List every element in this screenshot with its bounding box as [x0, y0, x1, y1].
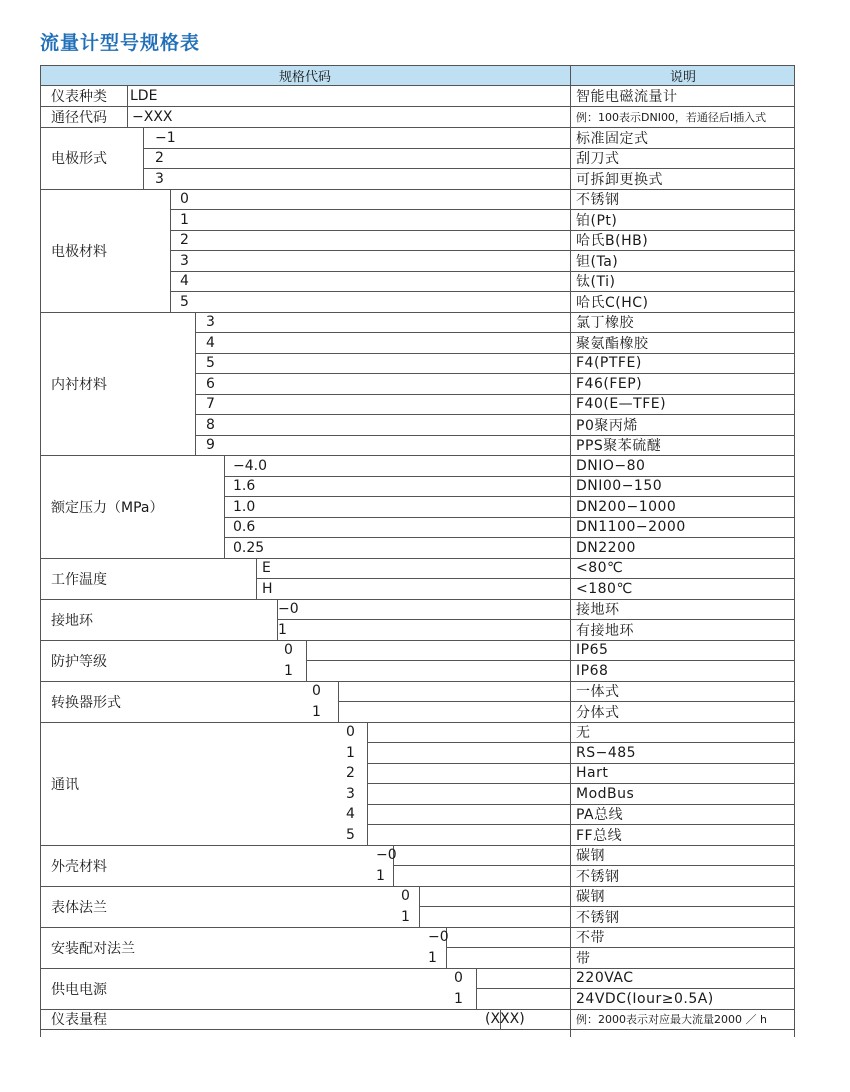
- spec-code: 3: [155, 170, 164, 187]
- spec-code: 1: [180, 211, 189, 228]
- section-label-divider: [127, 106, 128, 127]
- row-divider: [367, 804, 795, 805]
- spec-code: 5: [206, 355, 215, 371]
- section-bottom-border: [40, 640, 795, 641]
- spec-description: 不锈钢: [576, 192, 620, 208]
- section-label: 电极材料: [51, 243, 107, 260]
- row-divider: [170, 209, 795, 210]
- table-top-border: [40, 65, 795, 66]
- row-divider: [367, 783, 795, 784]
- spec-code: 1.0: [233, 498, 256, 515]
- spec-code: 2: [155, 150, 164, 166]
- row-divider: [195, 414, 795, 415]
- section-label-divider: [143, 127, 144, 189]
- row-divider: [143, 148, 795, 149]
- spec-code: 0.25: [233, 539, 265, 556]
- spec-description: F40(E—TFE): [576, 396, 667, 412]
- row-divider: [367, 763, 795, 764]
- spec-description: DNIO−80: [576, 457, 646, 474]
- spec-description: 钽(Ta): [576, 253, 619, 270]
- section-label: 仪表种类: [51, 89, 107, 105]
- spec-code: 4: [206, 334, 215, 351]
- section-bottom-border: [40, 845, 795, 846]
- spec-description: F46(FEP): [576, 375, 643, 392]
- spec-code: 1: [278, 621, 287, 638]
- row-divider: [195, 332, 795, 333]
- spec-description: IP65: [576, 642, 609, 658]
- row-divider: [476, 988, 795, 989]
- row-divider: [170, 230, 795, 231]
- spec-description: 不锈钢: [576, 909, 620, 926]
- section-bottom-border: [40, 886, 795, 887]
- spec-code: 2: [346, 765, 355, 781]
- section-bottom-border: [40, 1029, 795, 1030]
- spec-description: 刮刀式: [576, 151, 620, 167]
- spec-code: 3: [180, 252, 189, 269]
- spec-description: PA总线: [576, 807, 624, 823]
- section-label: 接地环: [51, 612, 93, 629]
- row-divider: [277, 619, 795, 620]
- section-label: 电极形式: [51, 151, 107, 167]
- section-bottom-border: [40, 127, 795, 128]
- spec-code: 0: [284, 642, 293, 658]
- header-spec-code: 规格代码: [40, 65, 570, 85]
- section-bottom-border: [40, 927, 795, 928]
- header-description: 说明: [571, 65, 795, 85]
- spec-code: H: [262, 580, 273, 597]
- spec-code: −0: [428, 929, 449, 945]
- spec-code: 1: [401, 908, 410, 925]
- spec-description: 例：100表示DNI00，若通径后I插入式: [576, 110, 767, 124]
- section-label: 安装配对法兰: [51, 940, 135, 957]
- spec-description: IP68: [576, 662, 609, 679]
- row-divider: [446, 947, 795, 948]
- spec-description: DN200−1000: [576, 498, 677, 515]
- section-label: 仪表量程: [51, 1012, 107, 1028]
- row-divider: [195, 435, 795, 436]
- row-divider: [224, 537, 795, 538]
- spec-description: 例：2000表示对应最大流量2000 ／ h: [576, 1013, 767, 1026]
- section-label: 表体法兰: [51, 899, 107, 916]
- section-label-divider: [195, 312, 196, 455]
- row-divider: [170, 271, 795, 272]
- spec-description: 220VAC: [576, 970, 634, 986]
- table-left-border: [40, 65, 41, 1037]
- section-bottom-border: [40, 722, 795, 723]
- table-right-border: [794, 65, 795, 1037]
- spec-code: 0: [346, 724, 355, 740]
- row-divider: [195, 394, 795, 395]
- row-divider: [224, 496, 795, 497]
- spec-code: 9: [206, 437, 215, 453]
- row-divider: [393, 865, 795, 866]
- section-label: 外壳材料: [51, 858, 107, 875]
- spec-description: DN2200: [576, 539, 636, 556]
- spec-code: −4.0: [233, 457, 267, 474]
- spec-code: (XXX): [485, 1011, 525, 1027]
- row-divider: [170, 291, 795, 292]
- spec-code: E: [262, 560, 271, 576]
- spec-description: DNI00−150: [576, 478, 663, 494]
- row-divider: [338, 701, 795, 702]
- section-label: 通径代码: [51, 109, 107, 126]
- spec-description: Hart: [576, 765, 609, 781]
- spec-table: [40, 0, 795, 1092]
- spec-description: 哈氏C(HC): [576, 294, 649, 311]
- row-divider: [195, 353, 795, 354]
- spec-code: 1: [454, 990, 463, 1007]
- spec-code: 1: [346, 744, 355, 761]
- spec-description: 不带: [576, 930, 605, 946]
- spec-description: 铂(Pt): [576, 212, 618, 229]
- row-divider: [256, 578, 795, 579]
- spec-description: 分体式: [576, 704, 620, 721]
- spec-code: 4: [180, 273, 189, 289]
- spec-description: <80℃: [576, 560, 624, 576]
- spec-code: 3: [346, 785, 355, 802]
- spec-description: RS−485: [576, 744, 637, 761]
- row-divider: [195, 373, 795, 374]
- spec-description: 钛(Ti): [576, 274, 616, 290]
- spec-description: 哈氏B(HB): [576, 233, 649, 249]
- spec-code: 1: [428, 949, 437, 966]
- section-label: 工作温度: [51, 571, 107, 588]
- spec-description: 不锈钢: [576, 868, 620, 885]
- section-label: 转换器形式: [51, 694, 121, 711]
- section-label: 防护等级: [51, 653, 107, 670]
- spec-description: 碳钢: [576, 848, 605, 864]
- row-divider: [224, 476, 795, 477]
- spec-code: 0: [180, 191, 189, 207]
- spec-description: 氯丁橡胶: [576, 315, 634, 331]
- row-divider: [367, 742, 795, 743]
- row-divider: [224, 517, 795, 518]
- section-label-divider: [127, 86, 128, 106]
- spec-description: ModBus: [576, 785, 635, 802]
- spec-code: 2: [180, 232, 189, 248]
- spec-code: 0: [454, 970, 463, 986]
- page-title: 流量计型号规格表: [40, 32, 201, 54]
- spec-code: LDE: [130, 88, 158, 104]
- spec-code: 1: [284, 662, 293, 679]
- section-bottom-border: [40, 599, 795, 600]
- spec-code: 0: [401, 888, 410, 904]
- spec-description: 有接地环: [576, 622, 634, 639]
- section-bottom-border: [40, 558, 795, 559]
- spec-description: 可拆卸更换式: [576, 171, 663, 188]
- section-label: 通讯: [51, 776, 79, 793]
- spec-code: 1.6: [233, 478, 256, 494]
- spec-code: 5: [180, 293, 189, 310]
- spec-description: 24VDC(Iour≥0.5A): [576, 990, 714, 1007]
- spec-code: 4: [346, 806, 355, 822]
- spec-code: 7: [206, 396, 215, 412]
- spec-description: 聚氨酯橡胶: [576, 335, 649, 352]
- spec-description: FF总线: [576, 827, 623, 844]
- spec-description: 无: [576, 725, 591, 741]
- spec-code: 5: [346, 826, 355, 843]
- spec-code: −0: [376, 847, 397, 863]
- spec-description: 带: [576, 950, 591, 967]
- spec-code: −0: [278, 601, 299, 617]
- spec-code: 1: [312, 703, 321, 720]
- spec-code: −XXX: [132, 108, 173, 125]
- spec-description: P0聚丙烯: [576, 417, 638, 434]
- section-label: 供电电源: [51, 981, 107, 998]
- spec-description: F4(PTFE): [576, 355, 642, 371]
- spec-code: 3: [206, 314, 215, 330]
- spec-code: −1: [155, 129, 176, 146]
- section-bottom-border: [40, 968, 795, 969]
- section-bottom-border: [40, 189, 795, 190]
- row-divider: [419, 906, 795, 907]
- spec-code: 0: [312, 683, 321, 699]
- section-label: 内衬材料: [51, 376, 107, 393]
- spec-code: 0.6: [233, 519, 256, 535]
- section-label-divider: [224, 455, 225, 558]
- spec-description: 碳钢: [576, 889, 605, 905]
- description-column-divider: [570, 65, 571, 1037]
- spec-code: 1: [376, 867, 385, 884]
- row-divider: [306, 660, 795, 661]
- spec-description: DN1100−2000: [576, 519, 686, 535]
- section-label: 额定压力（MPa）: [51, 499, 164, 516]
- row-divider: [170, 250, 795, 251]
- spec-description: <180℃: [576, 580, 633, 597]
- section-bottom-border: [40, 312, 795, 313]
- spec-description: 标准固定式: [576, 130, 649, 147]
- spec-description: PPS聚苯硫醚: [576, 438, 662, 454]
- row-divider: [367, 824, 795, 825]
- spec-description: 智能电磁流量计: [576, 89, 678, 105]
- spec-code: 6: [206, 375, 215, 392]
- spec-description: 一体式: [576, 684, 620, 700]
- spec-code: 8: [206, 416, 215, 433]
- section-bottom-border: [40, 681, 795, 682]
- spec-description: 接地环: [576, 602, 620, 618]
- row-divider: [143, 168, 795, 169]
